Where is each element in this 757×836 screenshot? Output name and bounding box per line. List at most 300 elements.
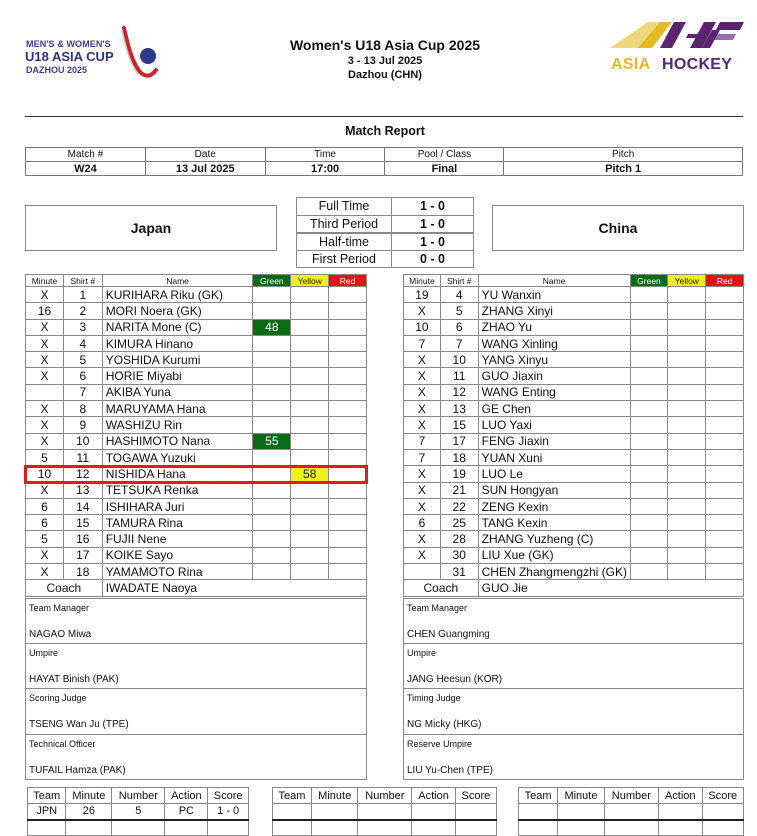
red-card-header: Red	[329, 275, 367, 287]
player-row	[404, 433, 744, 449]
player-minute: X	[404, 482, 441, 498]
player-shirt: 13	[440, 401, 478, 417]
coach-name: IWADATE Naoya	[102, 580, 366, 596]
red-card-cell	[706, 335, 744, 351]
date-header: Date	[145, 148, 265, 162]
player-row	[26, 287, 367, 303]
goal-cell	[273, 804, 312, 820]
score-row	[297, 215, 474, 233]
coach-label: Coach	[404, 580, 479, 596]
home-roster-table	[25, 274, 367, 597]
player-name: YANG Xinyu	[478, 352, 630, 368]
player-row	[404, 368, 744, 384]
goal-row	[28, 820, 249, 836]
red-card-cell	[706, 547, 744, 563]
goal-row	[519, 820, 744, 836]
yellow-card-cell	[291, 384, 329, 400]
player-name: KURIHARA Riku (GK)	[102, 287, 253, 303]
green-card-cell	[630, 417, 668, 433]
player-shirt: 5	[63, 352, 102, 368]
event-title: Women's U18 Asia Cup 2025	[289, 37, 481, 53]
player-minute: X	[26, 547, 64, 563]
official-role-label: Timing Judge	[407, 693, 461, 703]
yellow-card-cell	[668, 515, 706, 531]
goal-cell: 5	[112, 804, 165, 820]
red-card-header: Red	[706, 275, 744, 287]
goals-table-2	[272, 787, 497, 836]
green-card-cell	[630, 449, 668, 465]
red-card-cell	[329, 449, 367, 465]
green-card-cell	[253, 482, 291, 498]
player-name: ZHAO Yu	[478, 319, 630, 335]
player-minute: X	[404, 368, 441, 384]
yellow-card-cell	[668, 564, 706, 580]
yellow-card-cell	[291, 564, 329, 580]
yellow-card-cell	[668, 384, 706, 400]
red-card-cell	[706, 531, 744, 547]
player-name: AKIBA Yuna	[102, 384, 253, 400]
official-name: NAGAO Miwa	[29, 629, 92, 640]
player-minute: 6	[26, 515, 64, 531]
player-shirt: 12	[440, 384, 478, 400]
player-minute: X	[404, 466, 441, 482]
pitch-header: Pitch	[504, 148, 743, 162]
player-minute: X	[404, 384, 441, 400]
player-name: WANG Xinling	[478, 335, 630, 351]
player-shirt: 15	[63, 515, 102, 531]
official-name: NG Micky (HKG)	[407, 719, 482, 730]
red-card-cell	[329, 352, 367, 368]
green-card-cell	[630, 547, 668, 563]
green-card-cell: 55	[253, 433, 291, 449]
green-card-cell	[253, 287, 291, 303]
player-shirt: 11	[63, 449, 102, 465]
goal-cell	[358, 820, 412, 836]
player-row	[26, 515, 367, 531]
yellow-card-cell	[291, 531, 329, 547]
yellow-card-cell	[668, 482, 706, 498]
red-card-cell	[706, 401, 744, 417]
player-row	[404, 531, 744, 547]
goal-cell	[604, 820, 658, 836]
green-card-header: Green	[630, 275, 668, 287]
official-cell	[25, 644, 367, 690]
yellow-card-cell	[668, 287, 706, 303]
yellow-card-cell	[668, 368, 706, 384]
red-card-cell	[329, 368, 367, 384]
goals-header-row	[519, 788, 744, 804]
player-name: TANG Kexin	[478, 515, 630, 531]
player-minute	[404, 564, 441, 580]
player-shirt: 17	[440, 433, 478, 449]
player-name: LUO Le	[478, 466, 630, 482]
player-shirt: 10	[63, 433, 102, 449]
player-row	[26, 303, 367, 319]
player-name: LIU Xue (GK)	[478, 547, 630, 563]
score-period-label: First Period	[297, 250, 392, 268]
player-row	[404, 335, 744, 351]
player-minute: X	[404, 352, 441, 368]
player-row	[404, 498, 744, 514]
red-card-cell	[329, 417, 367, 433]
goals-table-1	[27, 787, 249, 836]
red-card-cell	[329, 287, 367, 303]
goal-cell	[28, 820, 66, 836]
player-shirt: 13	[63, 482, 102, 498]
red-card-cell	[706, 482, 744, 498]
green-card-cell	[253, 547, 291, 563]
player-shirt: 28	[440, 531, 478, 547]
yellow-card-cell	[291, 352, 329, 368]
yellow-card-cell	[668, 319, 706, 335]
yellow-card-cell	[291, 482, 329, 498]
yellow-card-cell	[668, 466, 706, 482]
goal-cell	[412, 820, 455, 836]
goals-header-cell: Score	[702, 788, 743, 804]
green-card-cell	[630, 515, 668, 531]
player-minute: X	[404, 417, 441, 433]
official-name: JANG Heesun (KOR)	[407, 673, 503, 685]
player-minute: X	[26, 417, 64, 433]
player-minute: X	[26, 433, 64, 449]
goal-cell	[311, 804, 357, 820]
yellow-card-cell	[291, 401, 329, 417]
yellow-card-header: Yellow	[291, 275, 329, 287]
match-info-table	[25, 147, 743, 176]
player-name: TETSUKA Renka	[102, 482, 253, 498]
event-header	[230, 37, 540, 81]
away-roster-body	[404, 287, 744, 580]
green-card-cell	[630, 319, 668, 335]
player-minute: X	[404, 401, 441, 417]
home-officials-panel	[25, 598, 367, 780]
goals-header-cell: Score	[208, 788, 249, 804]
player-shirt: 12	[63, 466, 102, 482]
goal-cell	[519, 820, 558, 836]
goals-header-cell: Action	[165, 788, 208, 804]
player-shirt: 6	[440, 319, 478, 335]
player-name: CHEN Zhangmengzhi (GK)	[478, 564, 630, 580]
player-minute: X	[26, 482, 64, 498]
official-name: HAYAT Binish (PAK)	[29, 673, 119, 685]
red-card-cell	[706, 564, 744, 580]
goal-cell: 1 - 0	[208, 804, 249, 820]
player-shirt: 2	[63, 303, 102, 319]
yellow-card-cell	[291, 303, 329, 319]
coach-label: Coach	[26, 580, 103, 596]
goals-header-row	[28, 788, 249, 804]
green-card-cell	[253, 449, 291, 465]
red-card-cell	[329, 515, 367, 531]
home-coach-row	[26, 580, 367, 596]
player-name: MARUYAMA Hana	[102, 401, 253, 417]
official-cell	[25, 735, 367, 781]
tournament-logo	[24, 26, 164, 82]
goals-header-cell: Minute	[311, 788, 357, 804]
yellow-card-cell	[668, 401, 706, 417]
official-name: TUFAIL Hamza (PAK)	[29, 764, 126, 776]
player-shirt: 30	[440, 547, 478, 563]
score-row	[297, 198, 474, 216]
player-name: FUJII Nene	[102, 531, 253, 547]
green-card-cell	[630, 303, 668, 319]
score-period-value: 1 - 0	[392, 198, 474, 216]
goals-header-cell: Team	[28, 788, 66, 804]
yellow-card-cell	[291, 433, 329, 449]
logo-line-3: DAZHOU 2025	[26, 65, 88, 75]
red-card-cell	[706, 417, 744, 433]
official-role-label: Umpire	[29, 647, 59, 658]
time-header: Time	[265, 148, 385, 162]
player-shirt: 9	[63, 417, 102, 433]
official-cell	[25, 598, 367, 644]
red-card-cell	[329, 498, 367, 514]
score-row	[297, 233, 474, 251]
pool-header: Pool / Class	[385, 148, 504, 162]
player-row	[26, 564, 367, 580]
player-name: YU Wanxin	[478, 287, 630, 303]
red-card-cell	[706, 303, 744, 319]
player-name: FENG Jiaxin	[478, 433, 630, 449]
player-name: WANG Enting	[478, 384, 630, 400]
yellow-card-cell	[668, 352, 706, 368]
player-minute	[26, 384, 64, 400]
red-card-cell	[329, 564, 367, 580]
goal-cell	[165, 820, 208, 836]
goal-cell	[112, 820, 165, 836]
green-card-cell	[630, 498, 668, 514]
player-name: YUAN Xuni	[478, 449, 630, 465]
score-period-value: 1 - 0	[392, 215, 474, 233]
player-row	[404, 482, 744, 498]
player-row	[404, 547, 744, 563]
player-name: HASHIMOTO Nana	[102, 433, 253, 449]
score-table	[296, 197, 474, 268]
date-value: 13 Jul 2025	[145, 162, 265, 176]
player-row	[26, 368, 367, 384]
report-title: Match Report	[345, 124, 425, 138]
player-name: KIMURA Hinano	[102, 335, 253, 351]
green-card-cell	[630, 352, 668, 368]
header-divider	[25, 116, 743, 117]
yellow-card-cell	[291, 319, 329, 335]
player-shirt: 3	[63, 319, 102, 335]
goal-cell	[412, 804, 455, 820]
player-row	[26, 384, 367, 400]
pitch-value: Pitch 1	[504, 162, 743, 176]
name-header: Name	[102, 275, 253, 287]
player-row	[404, 466, 744, 482]
minute-header: Minute	[404, 275, 441, 287]
player-name: ZHANG Yuzheng (C)	[478, 531, 630, 547]
green-card-cell	[630, 335, 668, 351]
yellow-card-cell	[291, 368, 329, 384]
player-minute: X	[404, 303, 441, 319]
player-minute: X	[26, 352, 64, 368]
player-name: HORIE Miyabi	[102, 368, 253, 384]
official-cell	[25, 689, 367, 735]
goal-cell	[208, 820, 249, 836]
player-shirt: 16	[63, 531, 102, 547]
player-minute: 6	[26, 498, 64, 514]
player-row	[404, 401, 744, 417]
yellow-card-cell	[668, 449, 706, 465]
away-roster-table	[403, 274, 744, 597]
yellow-card-cell	[291, 547, 329, 563]
goal-cell	[273, 820, 312, 836]
goal-cell	[311, 820, 357, 836]
player-minute: 5	[26, 531, 64, 547]
red-card-cell	[329, 466, 367, 482]
ahf-mark-icon	[608, 18, 748, 54]
player-name: ZENG Kexin	[478, 498, 630, 514]
green-card-cell	[253, 384, 291, 400]
coach-name: GUO Jie	[478, 580, 743, 596]
player-shirt: 21	[440, 482, 478, 498]
player-row	[26, 466, 367, 482]
event-dates: 3 - 13 Jul 2025	[347, 55, 423, 67]
goal-cell	[658, 820, 702, 836]
player-row	[404, 384, 744, 400]
player-shirt: 31	[440, 564, 478, 580]
yellow-card-cell	[291, 335, 329, 351]
yellow-card-cell	[668, 433, 706, 449]
player-row	[404, 564, 744, 580]
goal-cell	[702, 804, 743, 820]
score-period-label: Full Time	[297, 198, 392, 216]
goal-row	[519, 804, 744, 820]
yellow-card-cell	[668, 531, 706, 547]
green-card-header: Green	[253, 275, 291, 287]
red-card-cell	[706, 515, 744, 531]
player-row	[404, 417, 744, 433]
player-minute: 7	[404, 449, 441, 465]
red-card-cell	[329, 531, 367, 547]
goal-cell	[558, 804, 605, 820]
goals-header-cell: Minute	[66, 788, 112, 804]
green-card-cell	[253, 515, 291, 531]
player-minute: 16	[26, 303, 64, 319]
goal-row	[28, 804, 249, 820]
goals-header-cell: Number	[604, 788, 658, 804]
red-card-cell	[329, 433, 367, 449]
player-row	[404, 319, 744, 335]
event-venue: Dazhou (CHN)	[348, 69, 422, 81]
minute-header: Minute	[26, 275, 64, 287]
logo-line-2: U18 ASIA CUP	[25, 49, 114, 64]
player-shirt: 11	[440, 368, 478, 384]
goals-header-cell: Team	[519, 788, 558, 804]
red-card-cell	[329, 384, 367, 400]
goals-header-cell: Number	[358, 788, 412, 804]
goal-row	[273, 820, 497, 836]
player-shirt: 10	[440, 352, 478, 368]
player-shirt: 18	[63, 564, 102, 580]
official-cell	[403, 644, 744, 690]
official-cell	[403, 598, 744, 644]
asia-hockey-logo	[608, 18, 748, 78]
player-row	[26, 449, 367, 465]
player-shirt: 7	[440, 335, 478, 351]
player-row	[26, 498, 367, 514]
player-row	[26, 352, 367, 368]
green-card-cell	[630, 482, 668, 498]
goal-cell	[455, 820, 496, 836]
yellow-card-cell	[291, 449, 329, 465]
red-card-cell	[706, 384, 744, 400]
green-card-cell	[253, 417, 291, 433]
green-card-cell	[253, 531, 291, 547]
player-shirt: 5	[440, 303, 478, 319]
green-card-cell	[630, 368, 668, 384]
green-card-cell	[630, 564, 668, 580]
logo-word-asia: ASIA	[611, 56, 651, 73]
official-name: CHEN Guangming	[407, 629, 490, 640]
official-role-label: Umpire	[407, 647, 437, 658]
player-row	[26, 319, 367, 335]
goal-cell	[604, 804, 658, 820]
score-period-value: 0 - 0	[392, 250, 474, 268]
player-minute: X	[26, 401, 64, 417]
away-officials-panel	[403, 598, 744, 780]
yellow-card-cell	[291, 515, 329, 531]
green-card-cell	[630, 384, 668, 400]
player-name: ISHIHARA Juri	[102, 498, 253, 514]
player-minute: 10	[26, 466, 64, 482]
goal-row	[273, 804, 497, 820]
player-shirt: 14	[63, 498, 102, 514]
player-name: YAMAMOTO Rina	[102, 564, 253, 580]
player-shirt: 6	[63, 368, 102, 384]
green-card-cell	[630, 287, 668, 303]
yellow-card-cell	[668, 417, 706, 433]
goals-header-cell: Number	[112, 788, 165, 804]
yellow-card-cell: 58	[291, 466, 329, 482]
player-shirt: 22	[440, 498, 478, 514]
official-role-label: Scoring Judge	[29, 693, 87, 703]
green-card-cell	[630, 433, 668, 449]
home-team-name: Japan	[25, 205, 277, 251]
red-card-cell	[329, 547, 367, 563]
player-row	[26, 433, 367, 449]
official-name: TSENG Wan Ju (TPE)	[29, 719, 129, 730]
green-card-cell	[253, 466, 291, 482]
player-shirt: 8	[63, 401, 102, 417]
player-name: GE Chen	[478, 401, 630, 417]
name-header: Name	[478, 275, 630, 287]
score-row	[297, 250, 474, 268]
player-row	[404, 352, 744, 368]
player-minute: 10	[404, 319, 441, 335]
red-card-cell	[706, 449, 744, 465]
yellow-card-cell	[291, 417, 329, 433]
goal-cell	[658, 804, 702, 820]
red-card-cell	[706, 466, 744, 482]
red-card-cell	[329, 335, 367, 351]
goals-header-cell: Score	[455, 788, 496, 804]
time-value: 17:00	[265, 162, 385, 176]
logo-line-1: MEN'S & WOMEN'S	[26, 39, 111, 49]
score-period-value: 1 - 0	[392, 233, 474, 251]
player-row	[26, 531, 367, 547]
goal-cell	[702, 820, 743, 836]
player-shirt: 25	[440, 515, 478, 531]
pool-value: Final	[385, 162, 504, 176]
player-shirt: 1	[63, 287, 102, 303]
player-name: GUO Jiaxin	[478, 368, 630, 384]
green-card-cell	[253, 564, 291, 580]
player-name: MORI Noera (GK)	[102, 303, 253, 319]
